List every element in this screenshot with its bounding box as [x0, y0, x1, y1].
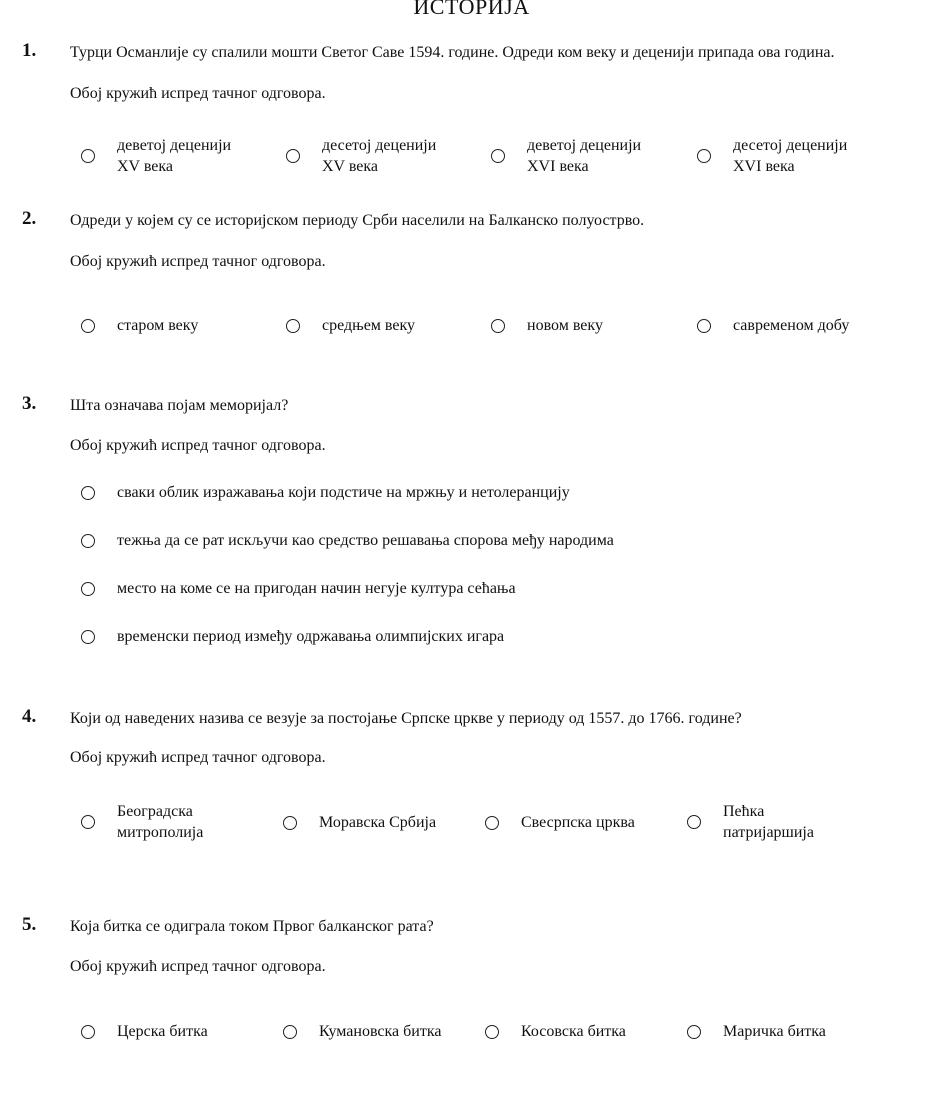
answer-option[interactable] [485, 812, 635, 833]
page-title: ИСТОРИЈА [413, 0, 530, 19]
option-label: деветој деценији XVI века [527, 137, 642, 175]
question-instruction: Обој кружић испред тачног одговора. [70, 437, 326, 454]
option-label: Пећка патријаршија [723, 803, 814, 841]
question-number: 4. [22, 706, 37, 727]
answer-option[interactable] [81, 578, 516, 599]
radio-circle-icon[interactable] [286, 319, 300, 333]
answer-option[interactable] [81, 135, 231, 177]
question-instruction: Обој кружић испред тачног одговора. [70, 85, 326, 102]
radio-circle-icon[interactable] [286, 149, 300, 163]
option-label: старом веку [117, 317, 199, 334]
question-instruction: Обој кружић испред тачног одговора. [70, 958, 326, 975]
option-label: деветој деценији XV века [117, 137, 232, 175]
option-label: средњем веку [322, 317, 416, 334]
question-text: Одреди у којем су се историјском периоду Срби населили на Балканско полуострво. [70, 212, 645, 229]
radio-circle-icon[interactable] [697, 319, 711, 333]
radio-circle-icon[interactable] [81, 1025, 95, 1039]
radio-circle-icon[interactable] [81, 149, 95, 163]
radio-circle-icon[interactable] [491, 149, 505, 163]
radio-circle-icon[interactable] [697, 149, 711, 163]
option-label: сваки облик изражавања који подстиче на мржњу и нетолеранцију [117, 484, 570, 501]
option-label: Косовска битка [521, 1023, 626, 1040]
option-label: новом веку [527, 317, 603, 334]
option-label: тежња да се рат искључи као средство решавања спорова међу народима [117, 532, 614, 549]
answer-option[interactable] [283, 1021, 441, 1042]
question-instruction: Обој кружић испред тачног одговора. [70, 749, 326, 766]
option-label: Београдска митрополија [117, 803, 204, 841]
answer-option[interactable] [81, 801, 203, 843]
radio-circle-icon[interactable] [283, 1025, 297, 1039]
answer-option[interactable] [81, 530, 614, 551]
option-label: десетој деценији XV века [322, 137, 437, 175]
question-instruction: Обој кружић испред тачног одговора. [70, 253, 326, 270]
question-number: 3. [22, 393, 37, 414]
radio-circle-icon[interactable] [81, 486, 95, 500]
option-label: Моравска Србија [319, 814, 437, 831]
question-text: Шта означава појам меморијал? [70, 397, 289, 414]
option-label: Свесрпска црква [521, 814, 635, 831]
answer-option[interactable] [687, 1021, 826, 1042]
answer-option[interactable] [81, 315, 198, 336]
question-number: 2. [22, 208, 37, 229]
option-label: место на коме се на пригодан начин негује култура сећања [117, 580, 516, 597]
radio-circle-icon[interactable] [81, 319, 95, 333]
answer-option[interactable] [81, 1021, 208, 1042]
question-text: Турци Османлије су спалили мошти Светог Саве 1594. године. Одреди ком веку и деценији припада ова година. [70, 44, 835, 61]
question-text: Која битка се одиграла током Првог балканског рата? [70, 918, 434, 935]
option-label: временски период између одржавања олимпијских игара [117, 628, 505, 645]
question-number: 1. [22, 40, 37, 61]
answer-option[interactable] [491, 135, 641, 177]
answer-option[interactable] [491, 315, 603, 336]
radio-circle-icon[interactable] [81, 534, 95, 548]
question-text: Који од наведених назива се везује за постојање Српске цркве у периоду од 1557. до 1766. године? [70, 710, 742, 727]
radio-circle-icon[interactable] [687, 815, 701, 829]
answer-option[interactable] [283, 812, 436, 833]
option-label: Церска битка [117, 1023, 208, 1040]
answer-option[interactable] [81, 626, 504, 647]
answer-option[interactable] [485, 1021, 626, 1042]
answer-option[interactable] [687, 801, 814, 843]
question-number: 5. [22, 914, 37, 935]
option-label: десетој деценији XVI века [733, 137, 848, 175]
radio-circle-icon[interactable] [485, 1025, 499, 1039]
radio-circle-icon[interactable] [687, 1025, 701, 1039]
radio-circle-icon[interactable] [283, 816, 297, 830]
answer-option[interactable] [697, 135, 847, 177]
radio-circle-icon[interactable] [81, 815, 95, 829]
radio-circle-icon[interactable] [81, 630, 95, 644]
answer-option[interactable] [286, 135, 436, 177]
radio-circle-icon[interactable] [81, 582, 95, 596]
option-label: савременом добу [733, 317, 850, 334]
option-label: Кумановска битка [319, 1023, 442, 1040]
answer-option[interactable] [286, 315, 415, 336]
option-label: Маричка битка [723, 1023, 826, 1040]
answer-option[interactable] [697, 315, 849, 336]
radio-circle-icon[interactable] [485, 816, 499, 830]
radio-circle-icon[interactable] [491, 319, 505, 333]
answer-option[interactable] [81, 482, 570, 503]
